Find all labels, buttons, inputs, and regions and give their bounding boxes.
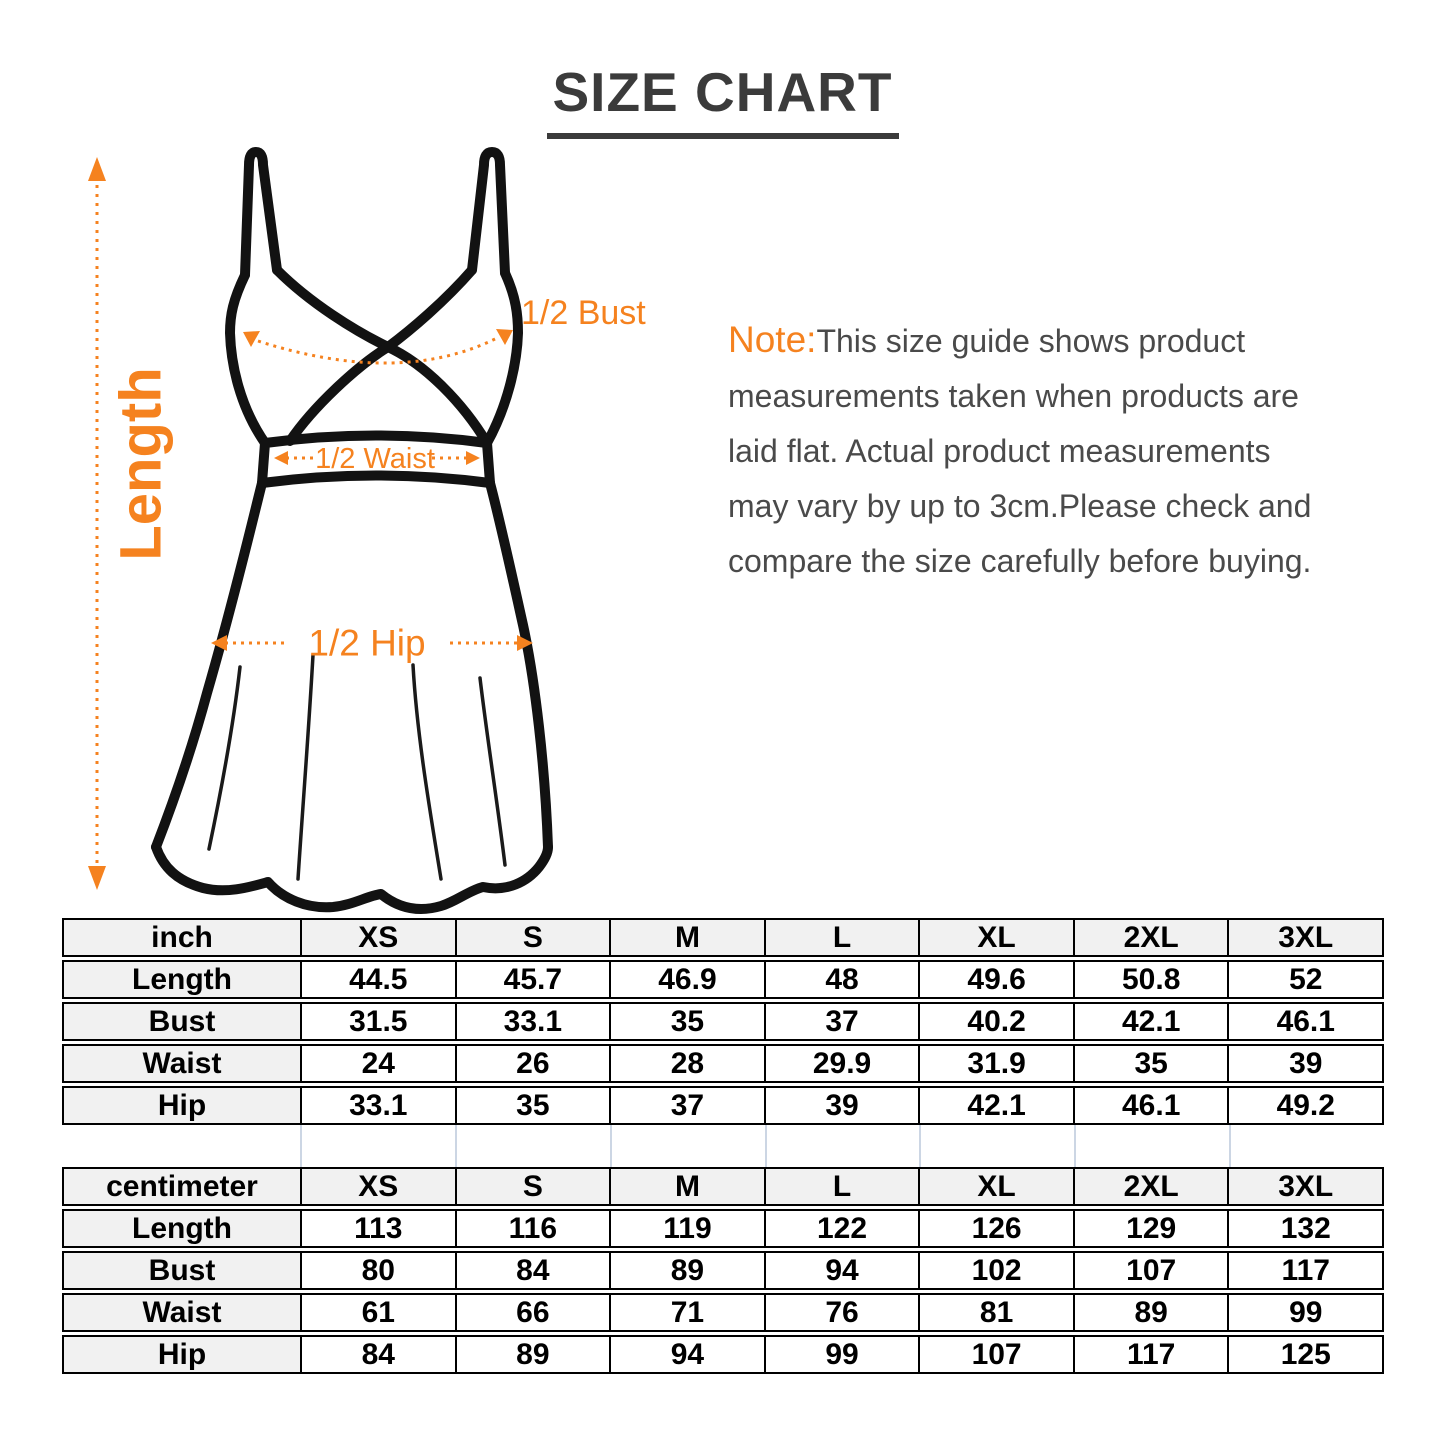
measurement-label-cell: Waist [62, 1293, 302, 1332]
size-column-header: M [611, 918, 766, 957]
gridline-cell [921, 1125, 1076, 1167]
size-value-cell: 46.9 [611, 960, 766, 999]
size-value-cell: 81 [920, 1293, 1075, 1332]
size-value-cell: 102 [920, 1251, 1075, 1290]
size-value-cell: 39 [1229, 1044, 1384, 1083]
size-value-cell: 31.9 [920, 1044, 1075, 1083]
size-value-cell: 50.8 [1075, 960, 1230, 999]
size-value-cell: 44.5 [302, 960, 457, 999]
size-value-cell: 52 [1229, 960, 1384, 999]
bust-label: 1/2 Bust [521, 294, 646, 332]
size-value-cell: 99 [766, 1335, 921, 1374]
measurement-label-cell: Hip [62, 1086, 302, 1125]
size-value-cell: 35 [457, 1086, 612, 1125]
skirt-pleat-lines [209, 655, 505, 879]
size-value-cell: 84 [457, 1251, 612, 1290]
size-value-cell: 45.7 [457, 960, 612, 999]
size-column-header: M [611, 1167, 766, 1206]
table-row [62, 1044, 1384, 1083]
size-value-cell: 94 [766, 1251, 921, 1290]
size-value-cell: 42.1 [920, 1086, 1075, 1125]
table-row [62, 1209, 1384, 1248]
size-value-cell: 46.1 [1075, 1086, 1230, 1125]
note-line-2: measurements taken when products are [728, 378, 1299, 414]
size-value-cell: 39 [766, 1086, 921, 1125]
size-value-cell: 37 [611, 1086, 766, 1125]
centimeter-size-table [62, 1167, 1384, 1377]
size-value-cell: 117 [1075, 1335, 1230, 1374]
size-column-header: XS [302, 918, 457, 957]
size-value-cell: 31.5 [302, 1002, 457, 1041]
size-value-cell: 48 [766, 960, 921, 999]
size-value-cell: 35 [1075, 1044, 1230, 1083]
size-column-header: 2XL [1075, 1167, 1230, 1206]
gridline-cell [1231, 1125, 1384, 1167]
unit-header-cell: inch [62, 918, 302, 957]
size-column-header: XL [920, 918, 1075, 957]
measurement-label-cell: Bust [62, 1251, 302, 1290]
size-value-cell: 119 [611, 1209, 766, 1248]
size-value-cell: 80 [302, 1251, 457, 1290]
size-value-cell: 132 [1229, 1209, 1384, 1248]
length-label: Length [108, 367, 174, 561]
hip-label: 1/2 Hip [308, 622, 426, 664]
note-line-4: may vary by up to 3cm.Please check and [728, 488, 1312, 524]
gridline-cell [767, 1125, 922, 1167]
note-line-3: laid flat. Actual product measurements [728, 433, 1271, 469]
table-gap-gridlines [62, 1125, 1384, 1167]
gridline-cell [62, 1125, 302, 1167]
table-row [62, 1002, 1384, 1041]
size-value-cell: 89 [457, 1335, 612, 1374]
gridline-cell [1076, 1125, 1231, 1167]
waist-label: 1/2 Waist [315, 443, 435, 475]
size-value-cell: 33.1 [457, 1002, 612, 1041]
measurement-label-cell: Length [62, 1209, 302, 1248]
size-value-cell: 49.6 [920, 960, 1075, 999]
note-line-5: compare the size carefully before buying. [728, 543, 1312, 579]
note-label: Note: [728, 319, 817, 360]
size-value-cell: 94 [611, 1335, 766, 1374]
size-value-cell: 129 [1075, 1209, 1230, 1248]
note-paragraph [728, 312, 1428, 589]
size-value-cell: 61 [302, 1293, 457, 1332]
measurement-label-cell: Bust [62, 1002, 302, 1041]
note-line-1: This size guide shows product [816, 323, 1246, 359]
table-row [62, 1251, 1384, 1290]
size-column-header: 3XL [1229, 1167, 1384, 1206]
size-value-cell: 113 [302, 1209, 457, 1248]
size-value-cell: 84 [302, 1335, 457, 1374]
unit-header-cell: centimeter [62, 1167, 302, 1206]
size-value-cell: 33.1 [302, 1086, 457, 1125]
size-value-cell: 99 [1229, 1293, 1384, 1332]
page-title: SIZE CHART [547, 60, 899, 139]
size-value-cell: 46.1 [1229, 1002, 1384, 1041]
size-value-cell: 28 [611, 1044, 766, 1083]
size-value-cell: 35 [611, 1002, 766, 1041]
size-value-cell: 116 [457, 1209, 612, 1248]
size-value-cell: 66 [457, 1293, 612, 1332]
table-row [62, 1086, 1384, 1125]
table-row [62, 960, 1384, 999]
size-column-header: S [457, 1167, 612, 1206]
size-column-header: 3XL [1229, 918, 1384, 957]
size-column-header: L [766, 918, 921, 957]
table-row [62, 1335, 1384, 1374]
measurement-label-cell: Hip [62, 1335, 302, 1374]
size-value-cell: 37 [766, 1002, 921, 1041]
dress-outline [156, 152, 548, 909]
size-value-cell: 107 [920, 1335, 1075, 1374]
table-header-row [62, 1167, 1384, 1206]
gridline-cell [457, 1125, 612, 1167]
size-value-cell: 26 [457, 1044, 612, 1083]
size-column-header: 2XL [1075, 918, 1230, 957]
size-value-cell: 71 [611, 1293, 766, 1332]
inch-size-table [62, 918, 1384, 1128]
size-value-cell: 76 [766, 1293, 921, 1332]
size-value-cell: 126 [920, 1209, 1075, 1248]
table-header-row [62, 918, 1384, 957]
size-value-cell: 117 [1229, 1251, 1384, 1290]
size-value-cell: 49.2 [1229, 1086, 1384, 1125]
size-value-cell: 24 [302, 1044, 457, 1083]
size-value-cell: 40.2 [920, 1002, 1075, 1041]
measurement-label-cell: Length [62, 960, 302, 999]
size-value-cell: 125 [1229, 1335, 1384, 1374]
size-value-cell: 122 [766, 1209, 921, 1248]
page-title-wrap [0, 60, 1445, 139]
size-column-header: L [766, 1167, 921, 1206]
size-value-cell: 107 [1075, 1251, 1230, 1290]
dress-measurement-diagram [55, 135, 715, 915]
size-column-header: XS [302, 1167, 457, 1206]
measurement-label-cell: Waist [62, 1044, 302, 1083]
size-column-header: XL [920, 1167, 1075, 1206]
size-value-cell: 89 [1075, 1293, 1230, 1332]
size-value-cell: 29.9 [766, 1044, 921, 1083]
gridline-cell [612, 1125, 767, 1167]
gridline-cell [302, 1125, 457, 1167]
size-value-cell: 42.1 [1075, 1002, 1230, 1041]
table-row [62, 1293, 1384, 1332]
size-value-cell: 89 [611, 1251, 766, 1290]
size-column-header: S [457, 918, 612, 957]
